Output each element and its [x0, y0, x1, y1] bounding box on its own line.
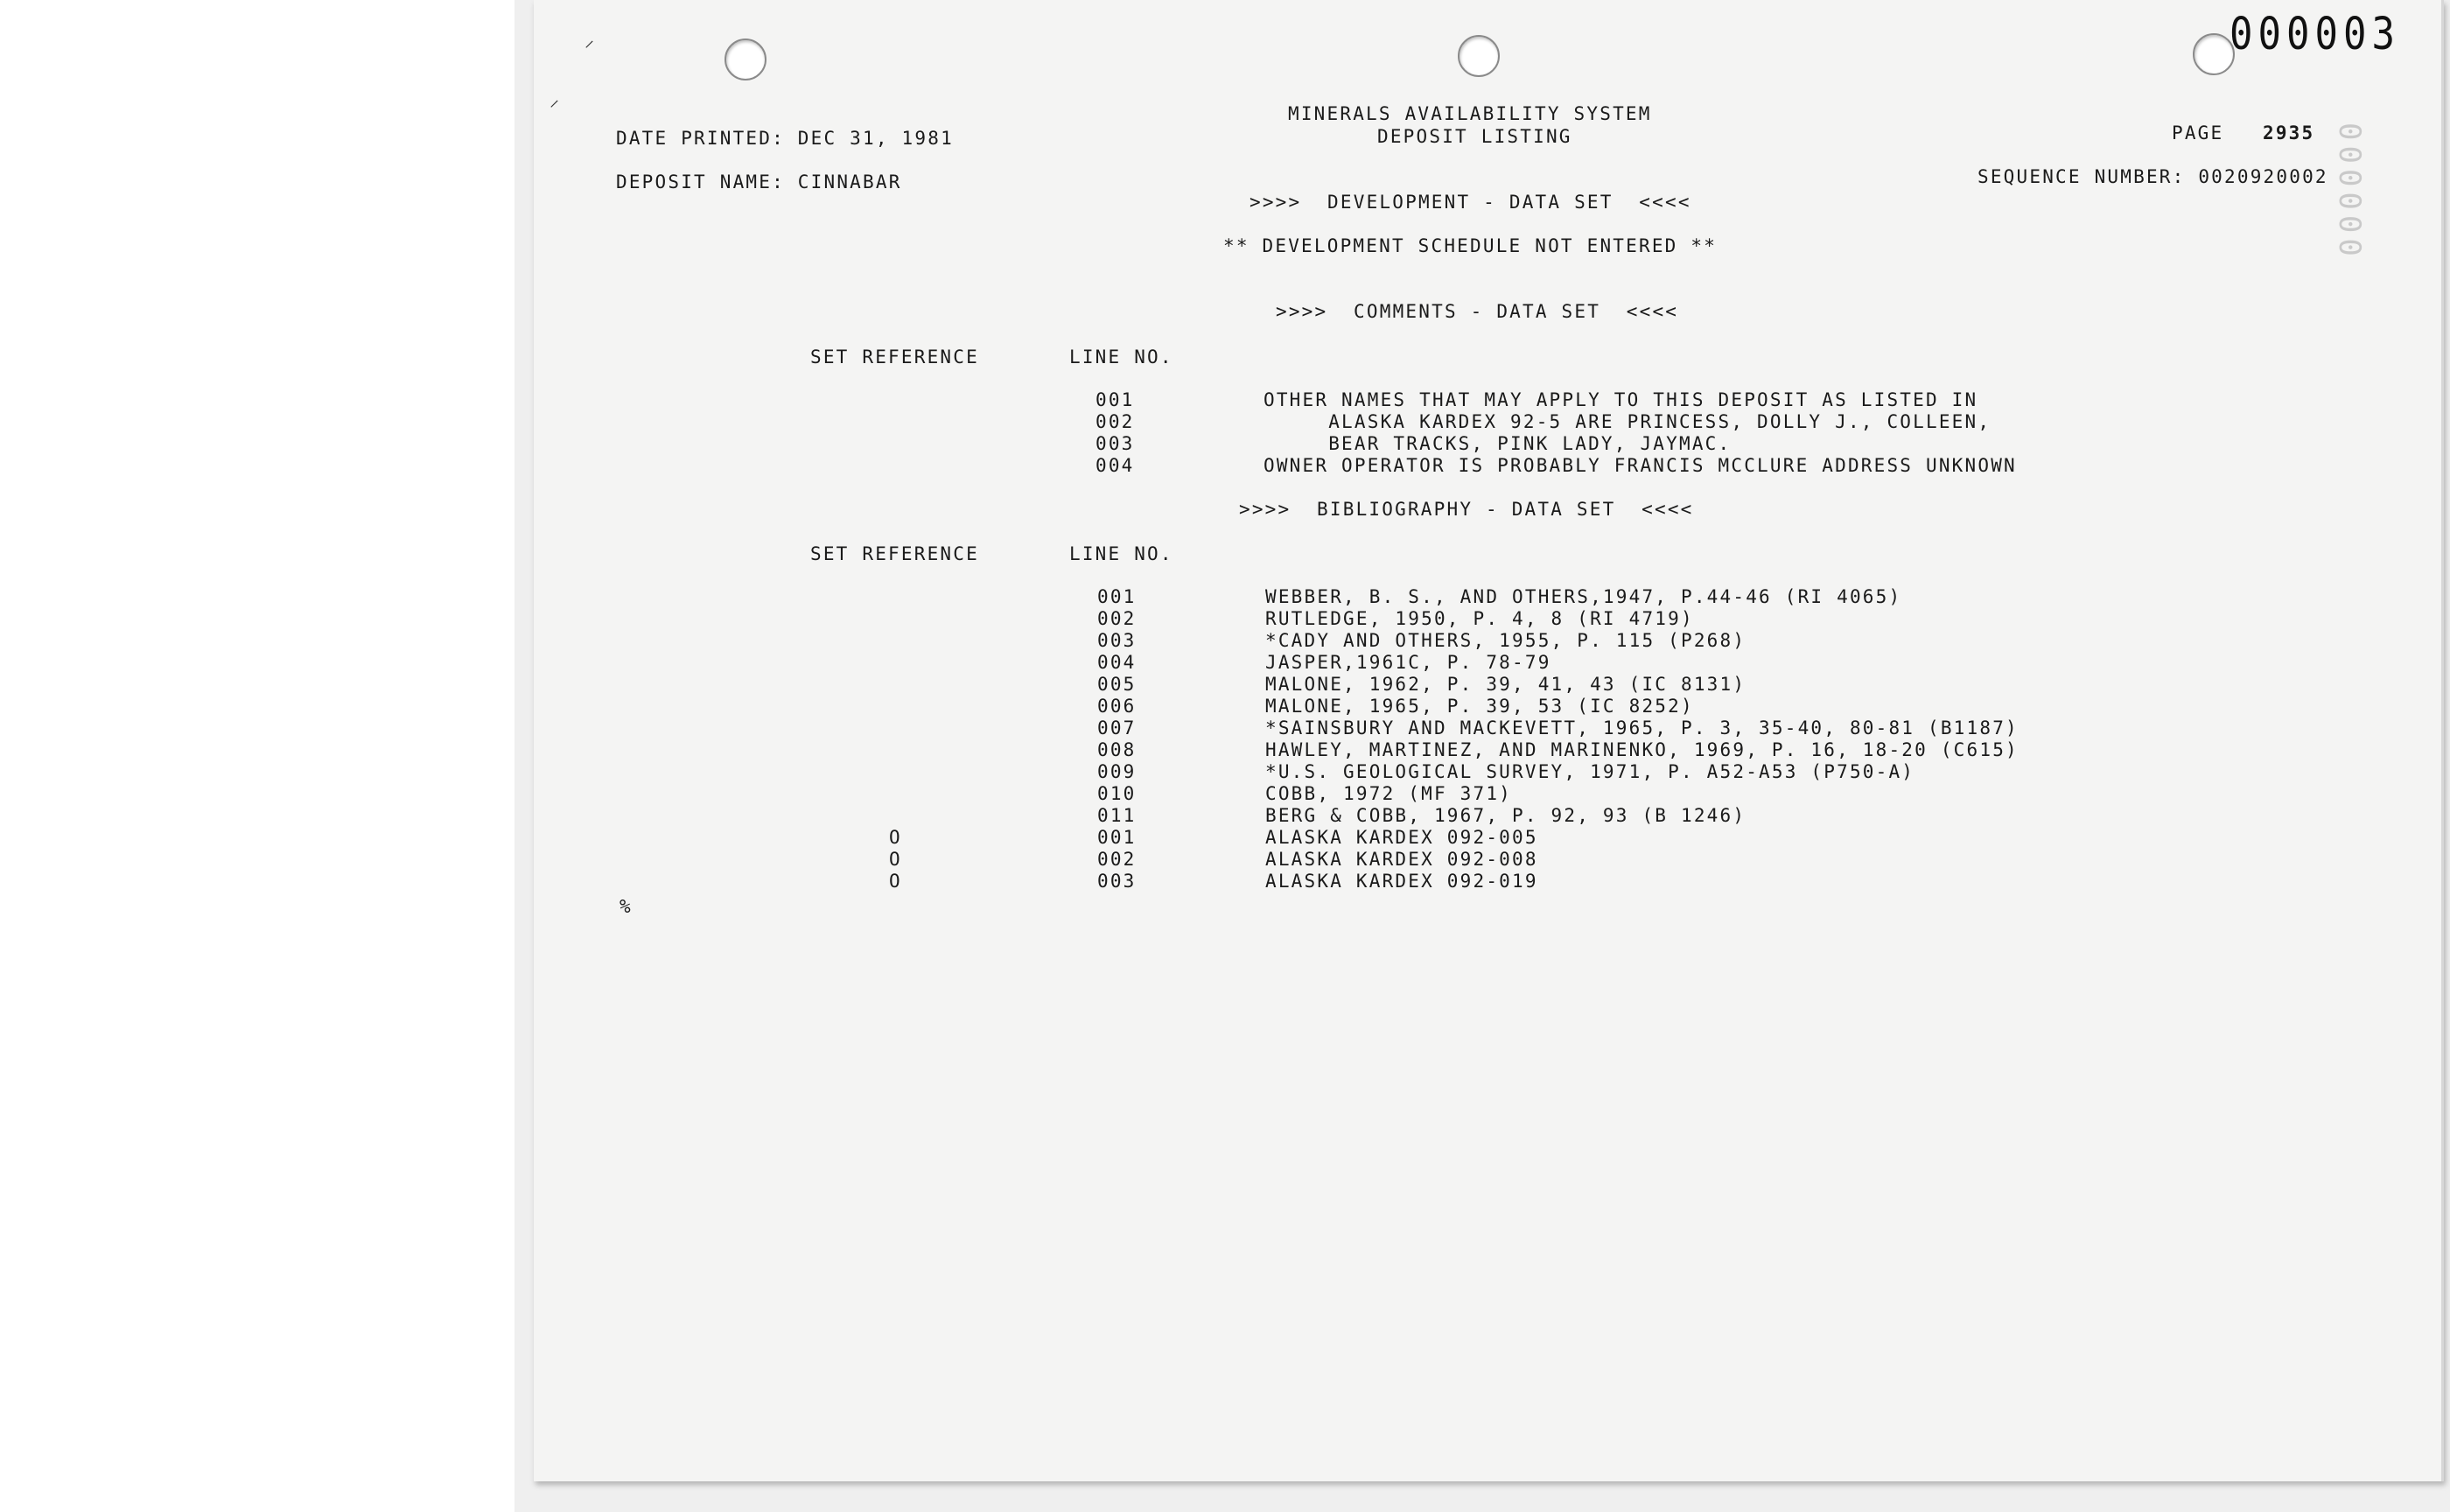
development-note: ** DEVELOPMENT SCHEDULE NOT ENTERED ** — [1223, 235, 1718, 256]
comment-line-number: 001 — [1096, 389, 1135, 410]
sequence-number: SEQUENCE NUMBER: 0020920002 — [1978, 166, 2328, 187]
pencil-mark: ⸝ — [584, 30, 595, 52]
comment-line-number: 004 — [1096, 455, 1135, 476]
pencil-mark: ⸝ — [550, 89, 560, 111]
punch-hole-right — [2193, 33, 2235, 75]
bibliography-entry: ALASKA KARDEX 092-008 — [1265, 849, 1538, 870]
punch-hole-center — [1458, 35, 1500, 77]
bibliography-entry: HAWLEY, MARTINEZ, AND MARINENKO, 1969, P. 16, 18-20 (C615) — [1265, 739, 2019, 760]
comments-col-set: SET REFERENCE — [810, 346, 979, 368]
comment-line-number: 002 — [1096, 411, 1135, 432]
end-mark: % — [620, 896, 633, 917]
date-printed: DATE PRINTED: DEC 31, 1981 — [616, 128, 954, 149]
page-label: PAGE — [2172, 122, 2224, 144]
bibliography-entry: MALONE, 1962, P. 39, 41, 43 (IC 8131) — [1265, 674, 1746, 695]
bibliography-col-set: SET REFERENCE — [810, 543, 979, 564]
bibliography-entry: ALASKA KARDEX 092-005 — [1265, 827, 1538, 848]
bibliography-entry: WEBBER, B. S., AND OTHERS,1947, P.44-46 (RI 4065) — [1265, 586, 1902, 607]
bibliography-entry: RUTLEDGE, 1950, P. 4, 8 (RI 4719) — [1265, 608, 1694, 629]
bibliography-title: >>>> BIBLIOGRAPHY - DATA SET <<<< — [1239, 499, 1694, 520]
development-title: >>>> DEVELOPMENT - DATA SET <<<< — [1250, 192, 1691, 213]
bibliography-set-reference: O — [889, 827, 902, 848]
bibliography-line-number: 007 — [1097, 718, 1137, 738]
bibliography-line-number: 008 — [1097, 739, 1137, 760]
bibliography-entry: BERG & COBB, 1967, P. 92, 93 (B 1246) — [1265, 805, 1746, 826]
comment-line-number: 003 — [1096, 433, 1135, 454]
page-stamp: 000003 — [2230, 9, 2400, 60]
comment-text: BEAR TRACKS, PINK LADY, JAYMAC. — [1264, 433, 1732, 454]
bibliography-line-number: 011 — [1097, 805, 1137, 826]
listing-title: DEPOSIT LISTING — [1377, 126, 1572, 147]
bibliography-line-number: 009 — [1097, 761, 1137, 782]
deposit-name: DEPOSIT NAME: CINNABAR — [616, 172, 902, 192]
bibliography-entry: ALASKA KARDEX 092-019 — [1265, 871, 1538, 892]
bibliography-line-number: 004 — [1097, 652, 1137, 673]
system-title: MINERALS AVAILABILITY SYSTEM — [1288, 103, 1652, 124]
bibliography-line-number: 010 — [1097, 783, 1137, 804]
bibliography-line-number: 002 — [1097, 608, 1137, 629]
page-number: 2935 — [2263, 122, 2315, 144]
bibliography-set-reference: O — [889, 871, 902, 892]
bibliography-line-number: 001 — [1097, 586, 1137, 607]
bibliography-line-number: 002 — [1097, 849, 1137, 870]
bibliography-entry: *CADY AND OTHERS, 1955, P. 115 (P268) — [1265, 630, 1746, 651]
comment-text: OTHER NAMES THAT MAY APPLY TO THIS DEPOSIT AS LISTED IN — [1264, 389, 1978, 410]
bibliography-set-reference: O — [889, 849, 902, 870]
bibliography-entry: MALONE, 1965, P. 39, 53 (IC 8252) — [1265, 696, 1694, 717]
bibliography-entry: *SAINSBURY AND MACKEVETT, 1965, P. 3, 35-40, 80-81 (B1187) — [1265, 718, 2019, 738]
bibliography-line-number: 003 — [1097, 871, 1137, 892]
bibliography-line-number: 006 — [1097, 696, 1137, 717]
bibliography-entry: COBB, 1972 (MF 371) — [1265, 783, 1513, 804]
bibliography-line-number: 003 — [1097, 630, 1137, 651]
bibliography-line-number: 001 — [1097, 827, 1137, 848]
comment-text: OWNER OPERATOR IS PROBABLY FRANCIS MCCLURE ADDRESS UNKNOWN — [1264, 455, 2017, 476]
bibliography-entry: JASPER,1961C, P. 78-79 — [1265, 652, 1551, 673]
faded-side-stamp: 000000 — [2332, 122, 2367, 262]
bibliography-line-number: 005 — [1097, 674, 1137, 695]
bibliography-entry: *U.S. GEOLOGICAL SURVEY, 1971, P. A52-A53 (P750-A) — [1265, 761, 1915, 782]
punch-hole-left — [724, 38, 766, 80]
comments-title: >>>> COMMENTS - DATA SET <<<< — [1276, 301, 1679, 322]
comment-text: ALASKA KARDEX 92-5 ARE PRINCESS, DOLLY J., COLLEEN, — [1264, 411, 1992, 432]
bibliography-col-line: LINE NO. — [1069, 543, 1173, 564]
comments-col-line: LINE NO. — [1069, 346, 1173, 368]
